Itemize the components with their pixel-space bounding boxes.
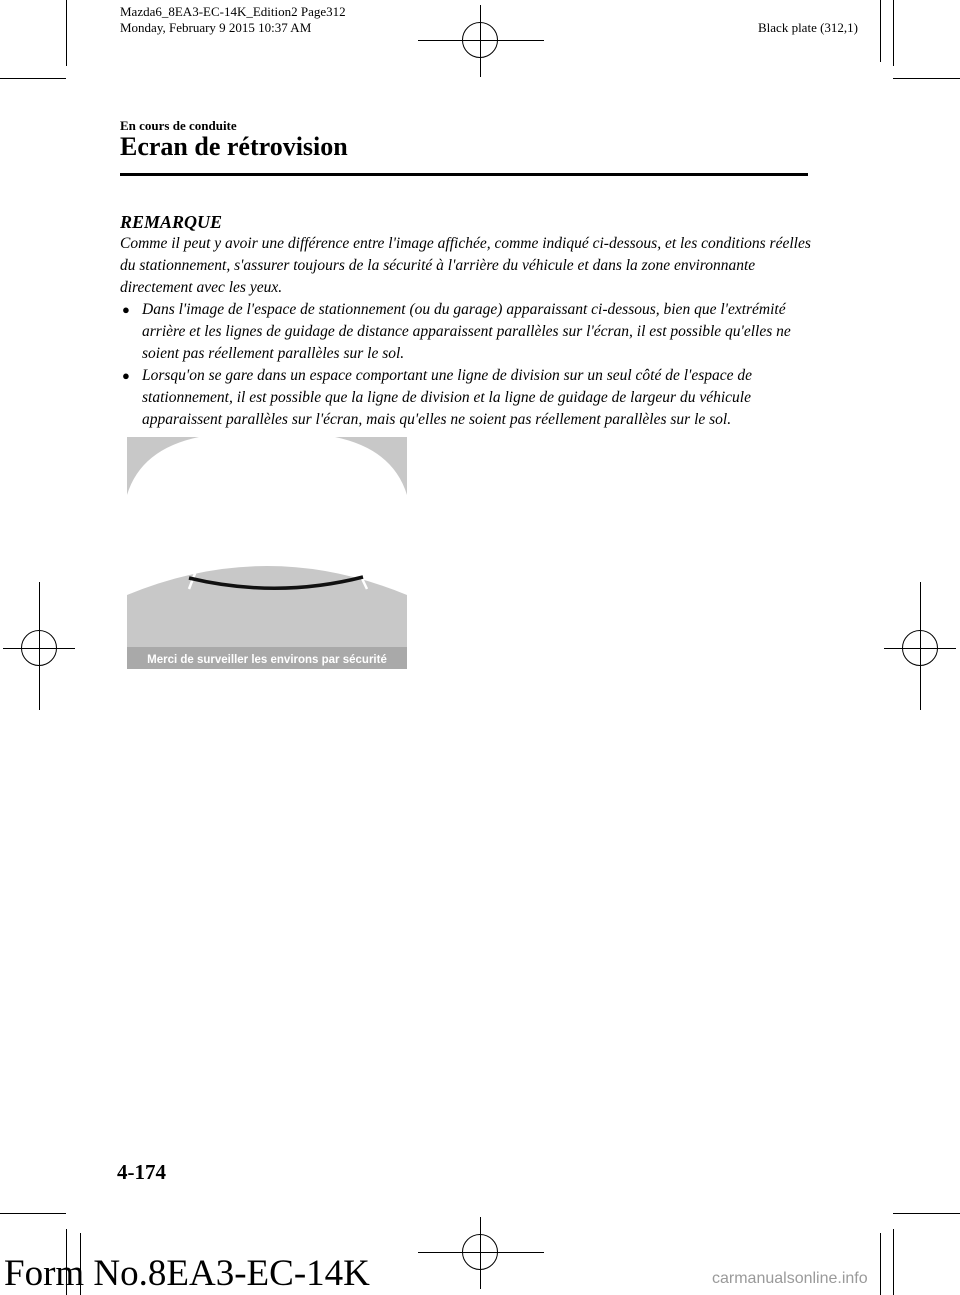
note-block [120, 211, 815, 431]
note-intro: Comme il peut y avoir une différence entre l'image affichée, comme indiqué ci-dessous, et les conditions réelles du stationnement, s'assurer toujours de la sécurité à l'arrière du véhicule et dans la zone environnante directement avec les yeux. [120, 235, 811, 296]
slug-line-2: Monday, February 9 2015 10:37 AM [120, 20, 312, 35]
screen-caption: Merci de surveiller les environs par sécurité [147, 654, 387, 666]
bullet-icon: ● [122, 302, 130, 317]
note-bullet-list [120, 299, 815, 431]
bullet-icon: ● [122, 368, 130, 383]
note-heading: REMARQUE [120, 212, 223, 232]
list-item [120, 365, 815, 431]
page-number: 4-174 [117, 1160, 166, 1184]
plate-label: Black plate (312,1) [758, 20, 858, 35]
print-slug [120, 4, 346, 36]
rear-view-screen [127, 437, 407, 669]
page-title: Ecran de rétrovision [120, 132, 348, 161]
title-rule [120, 173, 808, 176]
bullet-text: Dans l'image de l'espace de stationnement (ou du garage) apparaissant ci-dessous, bien que l'extrémité arrière et les lignes de guidage de distance apparaissent parallèles sur l'écran, il est possible qu'elles ne soient pas réellement parallèles sur le sol. [142, 301, 791, 362]
section-label: En cours de conduite [120, 118, 237, 133]
form-number: Form No.8EA3-EC-14K [4, 1253, 370, 1294]
rear-view-figure [127, 437, 407, 669]
list-item [120, 299, 815, 365]
watermark-text: carmanualsonline.info [712, 1270, 868, 1287]
slug-line-1: Mazda6_8EA3-EC-14K_Edition2 Page312 [120, 4, 346, 19]
bullet-text: Lorsqu'on se gare dans un espace comportant une ligne de division sur un seul côté de l'espace de stationnement, il est possible que la ligne de division et la ligne de guidage de largeur du véhicule apparaissent parallèles sur l'écran, mais qu'elles ne soient pas réellement parallèles sur le sol. [142, 367, 753, 428]
